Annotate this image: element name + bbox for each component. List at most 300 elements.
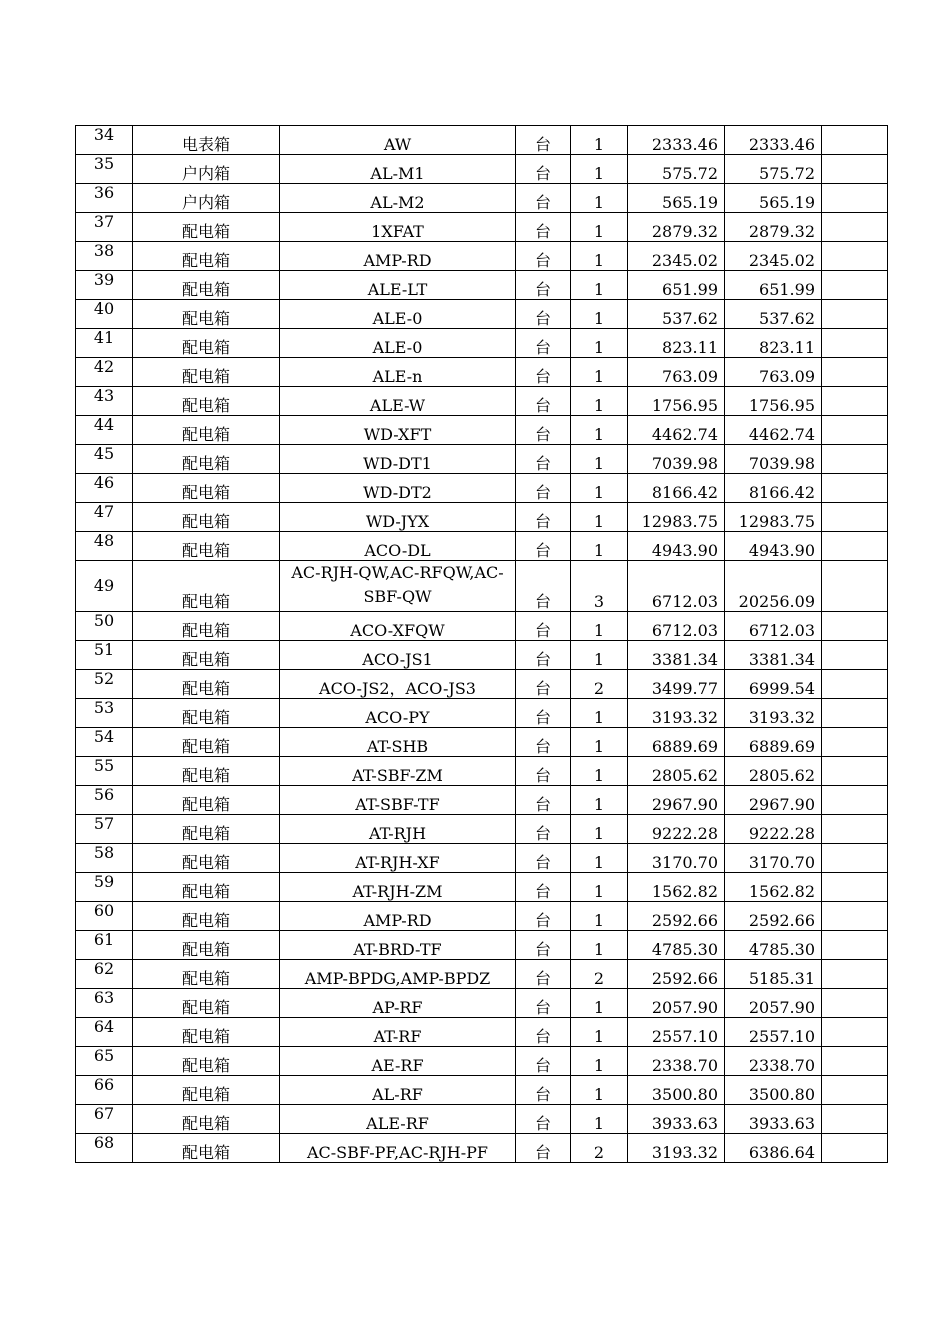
row-number-cell: 67 bbox=[76, 1105, 133, 1134]
model-number-cell: ALE-0 bbox=[280, 329, 516, 358]
item-name-cell: 配电箱 bbox=[133, 213, 280, 242]
row-number-cell: 45 bbox=[76, 445, 133, 474]
unit-cell: 台 bbox=[516, 416, 571, 445]
item-name-cell: 配电箱 bbox=[133, 329, 280, 358]
quantity-cell: 1 bbox=[571, 213, 628, 242]
total-price-cell: 6889.69 bbox=[725, 728, 822, 757]
quantity-cell: 2 bbox=[571, 670, 628, 699]
model-number-cell: AMP-BPDG,AMP-BPDZ bbox=[280, 960, 516, 989]
remark-cell bbox=[822, 126, 888, 155]
unit-cell: 台 bbox=[516, 699, 571, 728]
table-row bbox=[76, 532, 888, 561]
item-name-cell: 配电箱 bbox=[133, 561, 280, 612]
model-number-cell: AP-RF bbox=[280, 989, 516, 1018]
quantity-cell: 3 bbox=[571, 561, 628, 612]
unit-cell: 台 bbox=[516, 503, 571, 532]
unit-cell: 台 bbox=[516, 213, 571, 242]
unit-cell: 台 bbox=[516, 155, 571, 184]
item-name-cell: 配电箱 bbox=[133, 873, 280, 902]
model-number-cell: AL-RF bbox=[280, 1076, 516, 1105]
table-row bbox=[76, 503, 888, 532]
table-row bbox=[76, 989, 888, 1018]
unit-cell: 台 bbox=[516, 728, 571, 757]
remark-cell bbox=[822, 445, 888, 474]
unit-cell: 台 bbox=[516, 242, 571, 271]
table-row bbox=[76, 445, 888, 474]
total-price-cell: 6386.64 bbox=[725, 1134, 822, 1163]
row-number-cell: 47 bbox=[76, 503, 133, 532]
total-price-cell: 2333.46 bbox=[725, 126, 822, 155]
remark-cell bbox=[822, 728, 888, 757]
unit-cell: 台 bbox=[516, 815, 571, 844]
quantity-cell: 1 bbox=[571, 989, 628, 1018]
table-row bbox=[76, 387, 888, 416]
unit-price-cell: 8166.42 bbox=[628, 474, 725, 503]
total-price-cell: 823.11 bbox=[725, 329, 822, 358]
item-name-cell: 配电箱 bbox=[133, 1076, 280, 1105]
model-number-cell: ACO-XFQW bbox=[280, 612, 516, 641]
quantity-cell: 1 bbox=[571, 902, 628, 931]
total-price-cell: 2338.70 bbox=[725, 1047, 822, 1076]
table-row bbox=[76, 1018, 888, 1047]
total-price-cell: 575.72 bbox=[725, 155, 822, 184]
quantity-cell: 2 bbox=[571, 960, 628, 989]
remark-cell bbox=[822, 786, 888, 815]
row-number-cell: 51 bbox=[76, 641, 133, 670]
model-number-cell: AC-RJH-QW,AC-RFQW,AC-SBF-QW bbox=[280, 561, 516, 612]
unit-cell: 台 bbox=[516, 612, 571, 641]
unit-price-cell: 2557.10 bbox=[628, 1018, 725, 1047]
row-number-cell: 64 bbox=[76, 1018, 133, 1047]
table-row bbox=[76, 1134, 888, 1163]
unit-cell: 台 bbox=[516, 960, 571, 989]
unit-cell: 台 bbox=[516, 786, 571, 815]
row-number-cell: 54 bbox=[76, 728, 133, 757]
item-name-cell: 配电箱 bbox=[133, 815, 280, 844]
item-name-cell: 配电箱 bbox=[133, 641, 280, 670]
item-name-cell: 配电箱 bbox=[133, 416, 280, 445]
item-name-cell: 配电箱 bbox=[133, 931, 280, 960]
total-price-cell: 7039.98 bbox=[725, 445, 822, 474]
unit-cell: 台 bbox=[516, 271, 571, 300]
table-row bbox=[76, 184, 888, 213]
unit-price-cell: 6889.69 bbox=[628, 728, 725, 757]
model-number-cell: ACO-JS1 bbox=[280, 641, 516, 670]
unit-price-cell: 1562.82 bbox=[628, 873, 725, 902]
quantity-cell: 1 bbox=[571, 358, 628, 387]
row-number-cell: 58 bbox=[76, 844, 133, 873]
remark-cell bbox=[822, 329, 888, 358]
total-price-cell: 20256.09 bbox=[725, 561, 822, 612]
total-price-cell: 9222.28 bbox=[725, 815, 822, 844]
remark-cell bbox=[822, 989, 888, 1018]
total-price-cell: 2879.32 bbox=[725, 213, 822, 242]
table-row bbox=[76, 844, 888, 873]
table-body bbox=[76, 126, 888, 1163]
quantity-cell: 1 bbox=[571, 445, 628, 474]
remark-cell bbox=[822, 873, 888, 902]
remark-cell bbox=[822, 844, 888, 873]
unit-cell: 台 bbox=[516, 902, 571, 931]
remark-cell bbox=[822, 815, 888, 844]
unit-price-cell: 4943.90 bbox=[628, 532, 725, 561]
model-number-cell: AT-RJH-ZM bbox=[280, 873, 516, 902]
model-number-cell: ACO-JS2，ACO-JS3 bbox=[280, 670, 516, 699]
item-name-cell: 户内箱 bbox=[133, 155, 280, 184]
model-number-cell: ACO-PY bbox=[280, 699, 516, 728]
item-name-cell: 配电箱 bbox=[133, 960, 280, 989]
remark-cell bbox=[822, 387, 888, 416]
table-row bbox=[76, 416, 888, 445]
row-number-cell: 59 bbox=[76, 873, 133, 902]
model-number-cell: 1XFAT bbox=[280, 213, 516, 242]
remark-cell bbox=[822, 416, 888, 445]
row-number-cell: 60 bbox=[76, 902, 133, 931]
remark-cell bbox=[822, 670, 888, 699]
model-number-cell: AT-SBF-TF bbox=[280, 786, 516, 815]
table-row bbox=[76, 728, 888, 757]
unit-cell: 台 bbox=[516, 1047, 571, 1076]
total-price-cell: 565.19 bbox=[725, 184, 822, 213]
table-row bbox=[76, 1076, 888, 1105]
item-name-cell: 配电箱 bbox=[133, 300, 280, 329]
quantity-cell: 1 bbox=[571, 786, 628, 815]
quantity-cell: 1 bbox=[571, 728, 628, 757]
unit-cell: 台 bbox=[516, 1134, 571, 1163]
row-number-cell: 46 bbox=[76, 474, 133, 503]
quantity-cell: 1 bbox=[571, 815, 628, 844]
table-row bbox=[76, 126, 888, 155]
unit-cell: 台 bbox=[516, 670, 571, 699]
quantity-cell: 1 bbox=[571, 416, 628, 445]
unit-price-cell: 7039.98 bbox=[628, 445, 725, 474]
quantity-cell: 1 bbox=[571, 155, 628, 184]
total-price-cell: 8166.42 bbox=[725, 474, 822, 503]
row-number-cell: 68 bbox=[76, 1134, 133, 1163]
model-number-cell: ALE-LT bbox=[280, 271, 516, 300]
remark-cell bbox=[822, 474, 888, 503]
quantity-cell: 1 bbox=[571, 699, 628, 728]
total-price-cell: 3933.63 bbox=[725, 1105, 822, 1134]
unit-price-cell: 2333.46 bbox=[628, 126, 725, 155]
total-price-cell: 763.09 bbox=[725, 358, 822, 387]
unit-cell: 台 bbox=[516, 1018, 571, 1047]
quantity-cell: 1 bbox=[571, 532, 628, 561]
unit-price-cell: 537.62 bbox=[628, 300, 725, 329]
row-number-cell: 37 bbox=[76, 213, 133, 242]
unit-cell: 台 bbox=[516, 532, 571, 561]
model-number-cell: ALE-W bbox=[280, 387, 516, 416]
model-number-cell: AMP-RD bbox=[280, 902, 516, 931]
unit-cell: 台 bbox=[516, 300, 571, 329]
row-number-cell: 41 bbox=[76, 329, 133, 358]
item-name-cell: 配电箱 bbox=[133, 358, 280, 387]
quantity-cell: 1 bbox=[571, 757, 628, 786]
unit-price-cell: 3170.70 bbox=[628, 844, 725, 873]
quantity-cell: 1 bbox=[571, 242, 628, 271]
item-name-cell: 配电箱 bbox=[133, 1047, 280, 1076]
unit-price-cell: 575.72 bbox=[628, 155, 725, 184]
table-row bbox=[76, 1047, 888, 1076]
item-name-cell: 配电箱 bbox=[133, 532, 280, 561]
item-name-cell: 配电箱 bbox=[133, 902, 280, 931]
unit-price-cell: 3499.77 bbox=[628, 670, 725, 699]
table-row bbox=[76, 474, 888, 503]
unit-cell: 台 bbox=[516, 387, 571, 416]
item-name-cell: 配电箱 bbox=[133, 474, 280, 503]
unit-price-cell: 823.11 bbox=[628, 329, 725, 358]
model-number-cell: AT-RF bbox=[280, 1018, 516, 1047]
remark-cell bbox=[822, 960, 888, 989]
unit-price-cell: 2592.66 bbox=[628, 960, 725, 989]
quantity-cell: 1 bbox=[571, 329, 628, 358]
remark-cell bbox=[822, 184, 888, 213]
unit-price-cell: 651.99 bbox=[628, 271, 725, 300]
item-name-cell: 配电箱 bbox=[133, 728, 280, 757]
item-name-cell: 配电箱 bbox=[133, 757, 280, 786]
model-number-cell: AL-M1 bbox=[280, 155, 516, 184]
quantity-cell: 1 bbox=[571, 184, 628, 213]
unit-price-cell: 2592.66 bbox=[628, 902, 725, 931]
remark-cell bbox=[822, 300, 888, 329]
table-row bbox=[76, 786, 888, 815]
quantity-cell: 1 bbox=[571, 271, 628, 300]
model-number-cell: AT-RJH-XF bbox=[280, 844, 516, 873]
total-price-cell: 3381.34 bbox=[725, 641, 822, 670]
table-row bbox=[76, 931, 888, 960]
row-number-cell: 66 bbox=[76, 1076, 133, 1105]
model-number-cell: AT-SBF-ZM bbox=[280, 757, 516, 786]
table-row bbox=[76, 699, 888, 728]
table-row bbox=[76, 213, 888, 242]
table-row bbox=[76, 242, 888, 271]
remark-cell bbox=[822, 612, 888, 641]
remark-cell bbox=[822, 1018, 888, 1047]
table-row bbox=[76, 155, 888, 184]
model-number-cell: WD-DT1 bbox=[280, 445, 516, 474]
item-name-cell: 电表箱 bbox=[133, 126, 280, 155]
table-row bbox=[76, 271, 888, 300]
table-row bbox=[76, 1105, 888, 1134]
quantity-cell: 1 bbox=[571, 873, 628, 902]
row-number-cell: 65 bbox=[76, 1047, 133, 1076]
remark-cell bbox=[822, 358, 888, 387]
table-row bbox=[76, 329, 888, 358]
model-number-cell: AL-M2 bbox=[280, 184, 516, 213]
model-number-cell: AT-SHB bbox=[280, 728, 516, 757]
unit-price-cell: 4462.74 bbox=[628, 416, 725, 445]
quantity-cell: 1 bbox=[571, 1105, 628, 1134]
unit-cell: 台 bbox=[516, 1076, 571, 1105]
unit-price-cell: 2967.90 bbox=[628, 786, 725, 815]
model-number-cell: AW bbox=[280, 126, 516, 155]
unit-cell: 台 bbox=[516, 844, 571, 873]
row-number-cell: 52 bbox=[76, 670, 133, 699]
unit-price-cell: 6712.03 bbox=[628, 612, 725, 641]
unit-cell: 台 bbox=[516, 561, 571, 612]
quantity-cell: 1 bbox=[571, 474, 628, 503]
item-name-cell: 配电箱 bbox=[133, 844, 280, 873]
unit-cell: 台 bbox=[516, 1105, 571, 1134]
row-number-cell: 44 bbox=[76, 416, 133, 445]
row-number-cell: 36 bbox=[76, 184, 133, 213]
total-price-cell: 4462.74 bbox=[725, 416, 822, 445]
model-number-cell: ALE-0 bbox=[280, 300, 516, 329]
item-name-cell: 配电箱 bbox=[133, 1134, 280, 1163]
quantity-cell: 1 bbox=[571, 844, 628, 873]
remark-cell bbox=[822, 532, 888, 561]
model-number-cell: WD-JYX bbox=[280, 503, 516, 532]
item-name-cell: 配电箱 bbox=[133, 612, 280, 641]
unit-price-cell: 2338.70 bbox=[628, 1047, 725, 1076]
item-name-cell: 配电箱 bbox=[133, 989, 280, 1018]
unit-cell: 台 bbox=[516, 989, 571, 1018]
remark-cell bbox=[822, 757, 888, 786]
unit-cell: 台 bbox=[516, 126, 571, 155]
table-row bbox=[76, 757, 888, 786]
model-number-cell: AT-BRD-TF bbox=[280, 931, 516, 960]
row-number-cell: 53 bbox=[76, 699, 133, 728]
row-number-cell: 57 bbox=[76, 815, 133, 844]
total-price-cell: 2592.66 bbox=[725, 902, 822, 931]
total-price-cell: 2967.90 bbox=[725, 786, 822, 815]
unit-price-cell: 3193.32 bbox=[628, 699, 725, 728]
remark-cell bbox=[822, 1134, 888, 1163]
unit-cell: 台 bbox=[516, 445, 571, 474]
item-name-cell: 配电箱 bbox=[133, 699, 280, 728]
remark-cell bbox=[822, 242, 888, 271]
unit-cell: 台 bbox=[516, 358, 571, 387]
unit-price-cell: 763.09 bbox=[628, 358, 725, 387]
remark-cell bbox=[822, 931, 888, 960]
unit-price-cell: 565.19 bbox=[628, 184, 725, 213]
unit-cell: 台 bbox=[516, 329, 571, 358]
unit-price-cell: 2879.32 bbox=[628, 213, 725, 242]
remark-cell bbox=[822, 503, 888, 532]
total-price-cell: 2057.90 bbox=[725, 989, 822, 1018]
row-number-cell: 40 bbox=[76, 300, 133, 329]
table-row bbox=[76, 300, 888, 329]
total-price-cell: 651.99 bbox=[725, 271, 822, 300]
row-number-cell: 55 bbox=[76, 757, 133, 786]
item-name-cell: 配电箱 bbox=[133, 1105, 280, 1134]
model-number-cell: AT-RJH bbox=[280, 815, 516, 844]
item-name-cell: 户内箱 bbox=[133, 184, 280, 213]
unit-price-cell: 1756.95 bbox=[628, 387, 725, 416]
unit-cell: 台 bbox=[516, 184, 571, 213]
quantity-cell: 1 bbox=[571, 1018, 628, 1047]
total-price-cell: 4785.30 bbox=[725, 931, 822, 960]
row-number-cell: 38 bbox=[76, 242, 133, 271]
row-number-cell: 48 bbox=[76, 532, 133, 561]
unit-price-cell: 3381.34 bbox=[628, 641, 725, 670]
item-name-cell: 配电箱 bbox=[133, 1018, 280, 1047]
remark-cell bbox=[822, 902, 888, 931]
unit-cell: 台 bbox=[516, 757, 571, 786]
unit-price-cell: 3500.80 bbox=[628, 1076, 725, 1105]
remark-cell bbox=[822, 213, 888, 242]
unit-price-cell: 4785.30 bbox=[628, 931, 725, 960]
unit-cell: 台 bbox=[516, 641, 571, 670]
table-row bbox=[76, 902, 888, 931]
remark-cell bbox=[822, 641, 888, 670]
total-price-cell: 3170.70 bbox=[725, 844, 822, 873]
unit-price-cell: 3933.63 bbox=[628, 1105, 725, 1134]
remark-cell bbox=[822, 699, 888, 728]
remark-cell bbox=[822, 155, 888, 184]
quantity-cell: 1 bbox=[571, 387, 628, 416]
unit-price-cell: 6712.03 bbox=[628, 561, 725, 612]
remark-cell bbox=[822, 271, 888, 300]
total-price-cell: 6712.03 bbox=[725, 612, 822, 641]
quantity-cell: 1 bbox=[571, 126, 628, 155]
row-number-cell: 34 bbox=[76, 126, 133, 155]
row-number-cell: 39 bbox=[76, 271, 133, 300]
total-price-cell: 1562.82 bbox=[725, 873, 822, 902]
model-number-cell: WD-DT2 bbox=[280, 474, 516, 503]
unit-price-cell: 2057.90 bbox=[628, 989, 725, 1018]
model-number-cell: AMP-RD bbox=[280, 242, 516, 271]
total-price-cell: 12983.75 bbox=[725, 503, 822, 532]
model-number-cell: ALE-n bbox=[280, 358, 516, 387]
model-number-cell: WD-XFT bbox=[280, 416, 516, 445]
unit-price-cell: 2345.02 bbox=[628, 242, 725, 271]
table-row bbox=[76, 561, 888, 612]
total-price-cell: 1756.95 bbox=[725, 387, 822, 416]
total-price-cell: 3193.32 bbox=[725, 699, 822, 728]
total-price-cell: 4943.90 bbox=[725, 532, 822, 561]
quantity-cell: 1 bbox=[571, 641, 628, 670]
row-number-cell: 43 bbox=[76, 387, 133, 416]
row-number-cell: 49 bbox=[76, 561, 133, 612]
table-row bbox=[76, 670, 888, 699]
quantity-cell: 2 bbox=[571, 1134, 628, 1163]
row-number-cell: 56 bbox=[76, 786, 133, 815]
row-number-cell: 62 bbox=[76, 960, 133, 989]
quantity-cell: 1 bbox=[571, 612, 628, 641]
item-name-cell: 配电箱 bbox=[133, 387, 280, 416]
remark-cell bbox=[822, 1047, 888, 1076]
unit-cell: 台 bbox=[516, 474, 571, 503]
model-number-cell: AE-RF bbox=[280, 1047, 516, 1076]
item-name-cell: 配电箱 bbox=[133, 670, 280, 699]
row-number-cell: 35 bbox=[76, 155, 133, 184]
item-name-cell: 配电箱 bbox=[133, 503, 280, 532]
total-price-cell: 2345.02 bbox=[725, 242, 822, 271]
quantity-cell: 1 bbox=[571, 931, 628, 960]
item-name-cell: 配电箱 bbox=[133, 786, 280, 815]
unit-cell: 台 bbox=[516, 931, 571, 960]
quantity-cell: 1 bbox=[571, 1047, 628, 1076]
item-name-cell: 配电箱 bbox=[133, 271, 280, 300]
table-row bbox=[76, 873, 888, 902]
table-row bbox=[76, 641, 888, 670]
item-name-cell: 配电箱 bbox=[133, 242, 280, 271]
total-price-cell: 3500.80 bbox=[725, 1076, 822, 1105]
table-row bbox=[76, 612, 888, 641]
quantity-cell: 1 bbox=[571, 503, 628, 532]
total-price-cell: 2805.62 bbox=[725, 757, 822, 786]
total-price-cell: 2557.10 bbox=[725, 1018, 822, 1047]
total-price-cell: 5185.31 bbox=[725, 960, 822, 989]
model-number-cell: AC-SBF-PF,AC-RJH-PF bbox=[280, 1134, 516, 1163]
total-price-cell: 6999.54 bbox=[725, 670, 822, 699]
model-number-cell: ACO-DL bbox=[280, 532, 516, 561]
total-price-cell: 537.62 bbox=[725, 300, 822, 329]
table-row bbox=[76, 358, 888, 387]
quantity-cell: 1 bbox=[571, 1076, 628, 1105]
unit-cell: 台 bbox=[516, 873, 571, 902]
